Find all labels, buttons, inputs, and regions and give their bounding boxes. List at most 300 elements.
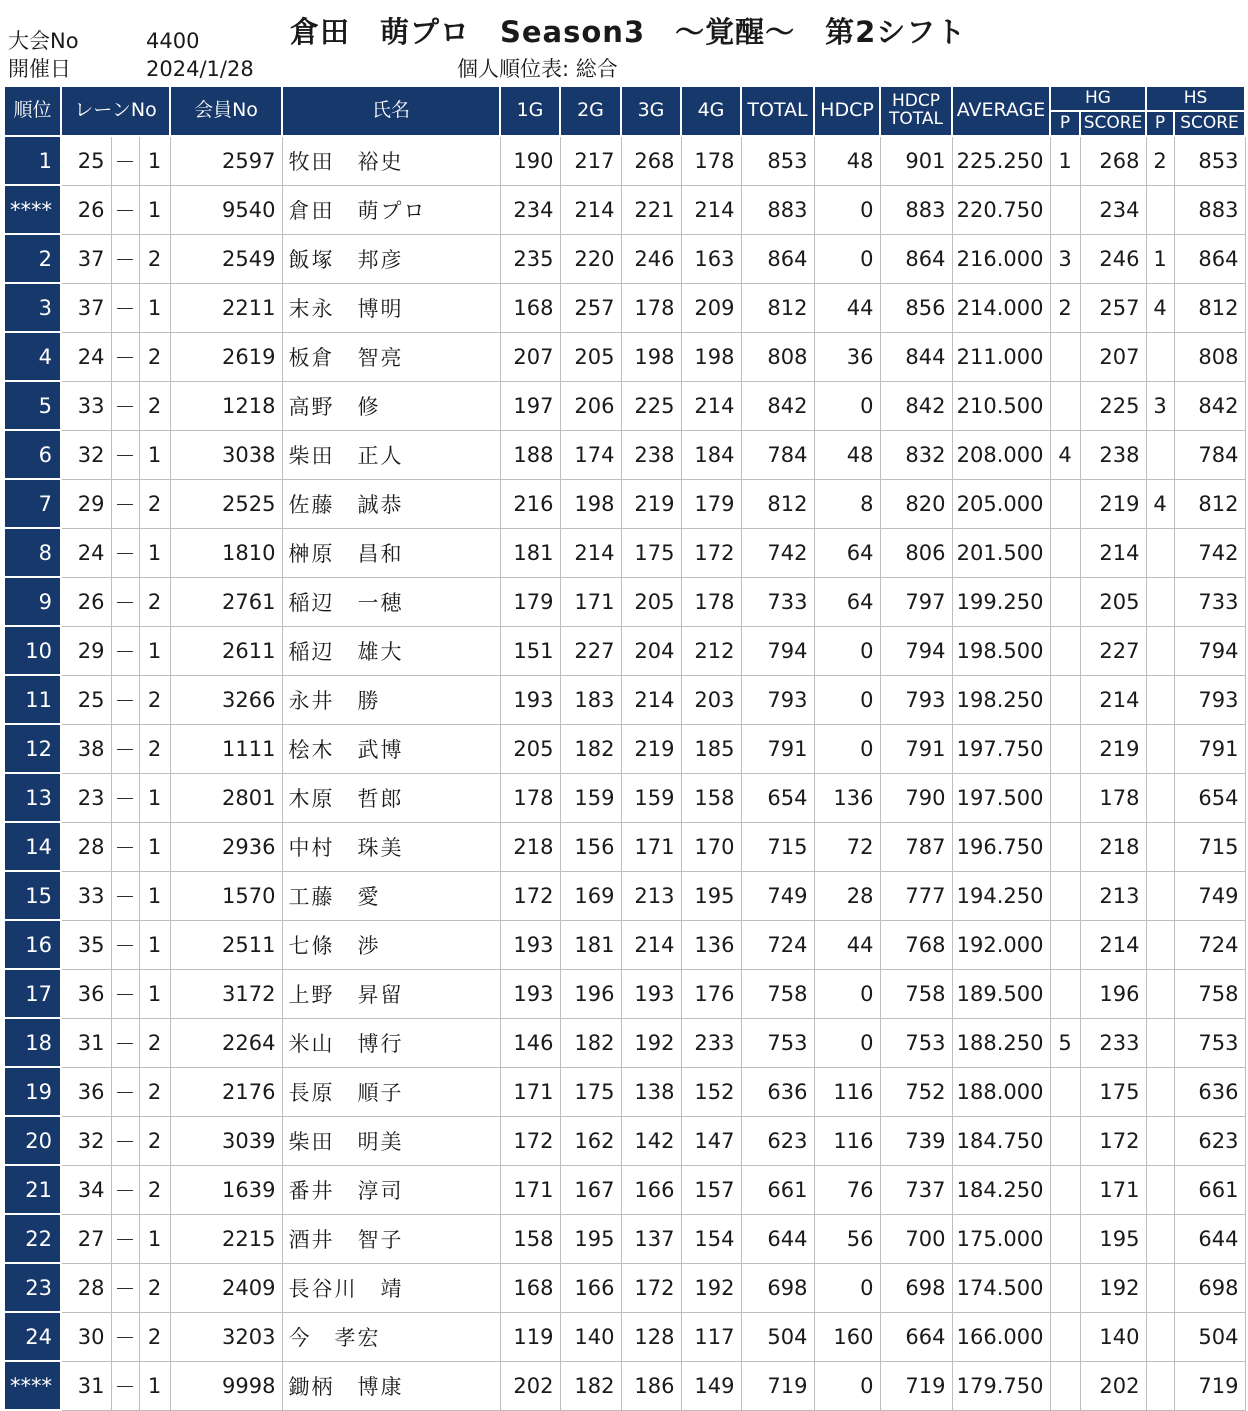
lane-separator: － xyxy=(111,1312,139,1361)
hs-place-cell xyxy=(1146,185,1174,234)
game4-cell: 172 xyxy=(681,528,741,577)
player-name-cell: 高野 修 xyxy=(282,381,500,430)
lane-separator: － xyxy=(111,1214,139,1263)
hs-place-cell: 4 xyxy=(1146,283,1174,332)
table-row xyxy=(4,1361,1245,1410)
lane-side-cell: 1 xyxy=(139,528,170,577)
lane-side-cell: 2 xyxy=(139,577,170,626)
member-no-cell: 2511 xyxy=(170,920,282,969)
player-name-cell: 稲辺 一穂 xyxy=(282,577,500,626)
col-hg-score: SCORE xyxy=(1080,111,1146,136)
table-header xyxy=(4,86,1245,136)
rank-cell: 20 xyxy=(4,1116,61,1165)
lane-cell: 31 xyxy=(61,1361,111,1410)
hdcp-total-cell: 739 xyxy=(880,1116,952,1165)
game1-cell: 193 xyxy=(500,969,560,1018)
lane-cell: 34 xyxy=(61,1165,111,1214)
game3-cell: 171 xyxy=(621,822,681,871)
hg-place-cell: 1 xyxy=(1050,136,1080,185)
hg-place-cell xyxy=(1050,1312,1080,1361)
game4-cell: 203 xyxy=(681,675,741,724)
game1-cell: 172 xyxy=(500,1116,560,1165)
hdcp-total-cell: 820 xyxy=(880,479,952,528)
lane-side-cell: 1 xyxy=(139,136,170,185)
game2-cell: 198 xyxy=(560,479,621,528)
player-name-cell: 稲辺 雄大 xyxy=(282,626,500,675)
lane-side-cell: 2 xyxy=(139,1018,170,1067)
game3-cell: 198 xyxy=(621,332,681,381)
lane-side-cell: 1 xyxy=(139,871,170,920)
col-g1: 1G xyxy=(500,86,560,136)
lane-cell: 25 xyxy=(61,675,111,724)
lane-separator: － xyxy=(111,1263,139,1312)
hs-score-cell: 758 xyxy=(1174,969,1245,1018)
hs-place-cell xyxy=(1146,332,1174,381)
lane-cell: 31 xyxy=(61,1018,111,1067)
lane-separator: － xyxy=(111,1067,139,1116)
game4-cell: 198 xyxy=(681,332,741,381)
table-row xyxy=(4,871,1245,920)
game4-cell: 214 xyxy=(681,381,741,430)
game3-cell: 238 xyxy=(621,430,681,479)
player-name-cell: 酒井 智子 xyxy=(282,1214,500,1263)
game2-cell: 167 xyxy=(560,1165,621,1214)
game1-cell: 188 xyxy=(500,430,560,479)
hdcp-cell: 0 xyxy=(814,969,880,1018)
col-hdcp-total xyxy=(880,86,952,136)
col-lane: レーンNo xyxy=(61,86,170,136)
game2-cell: 183 xyxy=(560,675,621,724)
game4-cell: 178 xyxy=(681,136,741,185)
player-name-cell: 今 孝宏 xyxy=(282,1312,500,1361)
hdcp-total-cell: 844 xyxy=(880,332,952,381)
member-no-cell: 2936 xyxy=(170,822,282,871)
lane-side-cell: 1 xyxy=(139,822,170,871)
hdcp-total-cell: 806 xyxy=(880,528,952,577)
hs-score-cell: 791 xyxy=(1174,724,1245,773)
member-no-cell: 2264 xyxy=(170,1018,282,1067)
table-row xyxy=(4,773,1245,822)
rank-cell: 3 xyxy=(4,283,61,332)
game2-cell: 227 xyxy=(560,626,621,675)
game3-cell: 205 xyxy=(621,577,681,626)
lane-cell: 26 xyxy=(61,577,111,626)
hdcp-total-cell: 777 xyxy=(880,871,952,920)
lane-side-cell: 2 xyxy=(139,1263,170,1312)
hs-place-cell xyxy=(1146,773,1174,822)
hdcp-cell: 36 xyxy=(814,332,880,381)
average-cell: 184.750 xyxy=(952,1116,1050,1165)
rank-cell: 13 xyxy=(4,773,61,822)
hdcp-cell: 28 xyxy=(814,871,880,920)
hg-score-cell: 219 xyxy=(1080,724,1146,773)
average-cell: 196.750 xyxy=(952,822,1050,871)
hs-score-cell: 883 xyxy=(1174,185,1245,234)
hs-place-cell xyxy=(1146,822,1174,871)
table-row xyxy=(4,1165,1245,1214)
game2-cell: 182 xyxy=(560,724,621,773)
average-cell: 188.250 xyxy=(952,1018,1050,1067)
average-cell: 188.000 xyxy=(952,1067,1050,1116)
game2-cell: 175 xyxy=(560,1067,621,1116)
hg-score-cell: 227 xyxy=(1080,626,1146,675)
tournament-no-label: 大会No xyxy=(8,29,79,53)
rank-cell: 21 xyxy=(4,1165,61,1214)
hs-score-cell: 812 xyxy=(1174,479,1245,528)
hs-place-cell: 3 xyxy=(1146,381,1174,430)
game1-cell: 190 xyxy=(500,136,560,185)
lane-side-cell: 1 xyxy=(139,773,170,822)
lane-separator: － xyxy=(111,528,139,577)
lane-separator: － xyxy=(111,675,139,724)
hg-place-cell xyxy=(1050,1361,1080,1410)
member-no-cell: 3038 xyxy=(170,430,282,479)
lane-side-cell: 1 xyxy=(139,969,170,1018)
hs-score-cell: 719 xyxy=(1174,1361,1245,1410)
game1-cell: 235 xyxy=(500,234,560,283)
average-cell: 175.000 xyxy=(952,1214,1050,1263)
game2-cell: 196 xyxy=(560,969,621,1018)
col-hdcp-total-line2: TOTAL xyxy=(889,109,943,129)
average-cell: 198.500 xyxy=(952,626,1050,675)
hg-place-cell xyxy=(1050,969,1080,1018)
hg-place-cell xyxy=(1050,381,1080,430)
lane-separator: － xyxy=(111,234,139,283)
hdcp-cell: 0 xyxy=(814,381,880,430)
hdcp-total-cell: 832 xyxy=(880,430,952,479)
total-cell: 883 xyxy=(741,185,814,234)
lane-separator: － xyxy=(111,626,139,675)
lane-cell: 32 xyxy=(61,1116,111,1165)
player-name-cell: 永井 勝 xyxy=(282,675,500,724)
hg-place-cell xyxy=(1050,822,1080,871)
game1-cell: 179 xyxy=(500,577,560,626)
rank-cell: 14 xyxy=(4,822,61,871)
hdcp-cell: 136 xyxy=(814,773,880,822)
table-row xyxy=(4,430,1245,479)
table-row xyxy=(4,822,1245,871)
lane-side-cell: 1 xyxy=(139,1214,170,1263)
average-cell: 174.500 xyxy=(952,1263,1050,1312)
hs-score-cell: 661 xyxy=(1174,1165,1245,1214)
game2-cell: 140 xyxy=(560,1312,621,1361)
member-no-cell: 2211 xyxy=(170,283,282,332)
lane-side-cell: 2 xyxy=(139,234,170,283)
hg-score-cell: 205 xyxy=(1080,577,1146,626)
hg-place-cell xyxy=(1050,185,1080,234)
game2-cell: 195 xyxy=(560,1214,621,1263)
hdcp-cell: 64 xyxy=(814,577,880,626)
rank-cell: 9 xyxy=(4,577,61,626)
game4-cell: 178 xyxy=(681,577,741,626)
total-cell: 791 xyxy=(741,724,814,773)
table-row xyxy=(4,577,1245,626)
col-hs: HS xyxy=(1146,86,1245,111)
lane-separator: － xyxy=(111,332,139,381)
col-hg-p: P xyxy=(1050,111,1080,136)
game2-cell: 166 xyxy=(560,1263,621,1312)
game2-cell: 159 xyxy=(560,773,621,822)
game1-cell: 216 xyxy=(500,479,560,528)
lane-separator: － xyxy=(111,283,139,332)
hdcp-total-cell: 901 xyxy=(880,136,952,185)
game4-cell: 209 xyxy=(681,283,741,332)
hdcp-total-cell: 790 xyxy=(880,773,952,822)
hg-score-cell: 195 xyxy=(1080,1214,1146,1263)
member-no-cell: 3203 xyxy=(170,1312,282,1361)
hs-score-cell: 842 xyxy=(1174,381,1245,430)
rank-cell: 6 xyxy=(4,430,61,479)
game3-cell: 192 xyxy=(621,1018,681,1067)
member-no-cell: 9998 xyxy=(170,1361,282,1410)
lane-cell: 36 xyxy=(61,969,111,1018)
player-name-cell: 七條 渉 xyxy=(282,920,500,969)
lane-side-cell: 2 xyxy=(139,1312,170,1361)
ranking-table xyxy=(3,85,1246,1411)
total-cell: 644 xyxy=(741,1214,814,1263)
table-row xyxy=(4,969,1245,1018)
total-cell: 794 xyxy=(741,626,814,675)
hg-score-cell: 225 xyxy=(1080,381,1146,430)
page-title: 倉田 萌プロ Season3 ～覚醒～ 第2シフト xyxy=(290,15,967,49)
total-cell: 758 xyxy=(741,969,814,1018)
member-no-cell: 9540 xyxy=(170,185,282,234)
game3-cell: 193 xyxy=(621,969,681,1018)
game4-cell: 176 xyxy=(681,969,741,1018)
hdcp-cell: 48 xyxy=(814,136,880,185)
table-row xyxy=(4,1263,1245,1312)
hdcp-cell: 44 xyxy=(814,920,880,969)
lane-separator: － xyxy=(111,381,139,430)
average-cell: 192.000 xyxy=(952,920,1050,969)
lane-side-cell: 1 xyxy=(139,626,170,675)
member-no-cell: 2215 xyxy=(170,1214,282,1263)
member-no-cell: 2176 xyxy=(170,1067,282,1116)
game1-cell: 202 xyxy=(500,1361,560,1410)
hdcp-cell: 48 xyxy=(814,430,880,479)
game4-cell: 192 xyxy=(681,1263,741,1312)
total-cell: 842 xyxy=(741,381,814,430)
hg-score-cell: 233 xyxy=(1080,1018,1146,1067)
game1-cell: 205 xyxy=(500,724,560,773)
col-hdcp: HDCP xyxy=(814,86,880,136)
game3-cell: 142 xyxy=(621,1116,681,1165)
game3-cell: 219 xyxy=(621,479,681,528)
rank-cell: 5 xyxy=(4,381,61,430)
hg-place-cell xyxy=(1050,773,1080,822)
lane-side-cell: 2 xyxy=(139,1116,170,1165)
hs-place-cell xyxy=(1146,626,1174,675)
table-row xyxy=(4,332,1245,381)
lane-side-cell: 2 xyxy=(139,1165,170,1214)
lane-cell: 29 xyxy=(61,626,111,675)
hs-place-cell: 2 xyxy=(1146,136,1174,185)
hg-place-cell xyxy=(1050,1067,1080,1116)
hs-score-cell: 733 xyxy=(1174,577,1245,626)
hs-score-cell: 753 xyxy=(1174,1018,1245,1067)
hg-score-cell: 140 xyxy=(1080,1312,1146,1361)
hs-place-cell xyxy=(1146,430,1174,479)
hdcp-total-cell: 758 xyxy=(880,969,952,1018)
player-name-cell: 板倉 智亮 xyxy=(282,332,500,381)
table-row xyxy=(4,1018,1245,1067)
game3-cell: 128 xyxy=(621,1312,681,1361)
member-no-cell: 3039 xyxy=(170,1116,282,1165)
lane-cell: 33 xyxy=(61,871,111,920)
hdcp-cell: 0 xyxy=(814,1263,880,1312)
average-cell: 166.000 xyxy=(952,1312,1050,1361)
game4-cell: 170 xyxy=(681,822,741,871)
hdcp-total-cell: 883 xyxy=(880,185,952,234)
hdcp-total-cell: 787 xyxy=(880,822,952,871)
hdcp-total-cell: 793 xyxy=(880,675,952,724)
table-row xyxy=(4,920,1245,969)
hs-score-cell: 853 xyxy=(1174,136,1245,185)
lane-side-cell: 2 xyxy=(139,1067,170,1116)
average-cell: 211.000 xyxy=(952,332,1050,381)
rank-cell: 22 xyxy=(4,1214,61,1263)
game1-cell: 171 xyxy=(500,1165,560,1214)
game4-cell: 212 xyxy=(681,626,741,675)
rank-cell: 7 xyxy=(4,479,61,528)
lane-cell: 30 xyxy=(61,1312,111,1361)
player-name-cell: 工藤 愛 xyxy=(282,871,500,920)
player-name-cell: 佐藤 誠恭 xyxy=(282,479,500,528)
member-no-cell: 2525 xyxy=(170,479,282,528)
game3-cell: 213 xyxy=(621,871,681,920)
total-cell: 812 xyxy=(741,283,814,332)
hs-place-cell xyxy=(1146,675,1174,724)
hs-score-cell: 644 xyxy=(1174,1214,1245,1263)
game3-cell: 219 xyxy=(621,724,681,773)
member-no-cell: 2549 xyxy=(170,234,282,283)
hg-place-cell xyxy=(1050,724,1080,773)
hdcp-total-cell: 698 xyxy=(880,1263,952,1312)
table-row xyxy=(4,479,1245,528)
rank-cell: 12 xyxy=(4,724,61,773)
member-no-cell: 2761 xyxy=(170,577,282,626)
rank-cell: 23 xyxy=(4,1263,61,1312)
member-no-cell: 2611 xyxy=(170,626,282,675)
game4-cell: 184 xyxy=(681,430,741,479)
hs-score-cell: 715 xyxy=(1174,822,1245,871)
lane-cell: 24 xyxy=(61,528,111,577)
col-hs-p: P xyxy=(1146,111,1174,136)
hs-score-cell: 742 xyxy=(1174,528,1245,577)
player-name-cell: 長原 順子 xyxy=(282,1067,500,1116)
player-name-cell: 番井 淳司 xyxy=(282,1165,500,1214)
rank-cell: 15 xyxy=(4,871,61,920)
table-row xyxy=(4,724,1245,773)
game2-cell: 171 xyxy=(560,577,621,626)
total-cell: 724 xyxy=(741,920,814,969)
game3-cell: 159 xyxy=(621,773,681,822)
table-row xyxy=(4,528,1245,577)
hs-place-cell xyxy=(1146,577,1174,626)
hg-score-cell: 171 xyxy=(1080,1165,1146,1214)
player-name-cell: 中村 珠美 xyxy=(282,822,500,871)
hs-score-cell: 864 xyxy=(1174,234,1245,283)
game1-cell: 218 xyxy=(500,822,560,871)
hg-score-cell: 257 xyxy=(1080,283,1146,332)
hdcp-total-cell: 864 xyxy=(880,234,952,283)
tournament-no: 4400 xyxy=(146,29,200,53)
rank-cell: 19 xyxy=(4,1067,61,1116)
game1-cell: 158 xyxy=(500,1214,560,1263)
lane-cell: 27 xyxy=(61,1214,111,1263)
hg-score-cell: 213 xyxy=(1080,871,1146,920)
hdcp-cell: 116 xyxy=(814,1116,880,1165)
game2-cell: 169 xyxy=(560,871,621,920)
member-no-cell: 3172 xyxy=(170,969,282,1018)
hs-place-cell xyxy=(1146,724,1174,773)
member-no-cell: 1639 xyxy=(170,1165,282,1214)
col-g4: 4G xyxy=(681,86,741,136)
rank-cell: 11 xyxy=(4,675,61,724)
hdcp-cell: 160 xyxy=(814,1312,880,1361)
member-no-cell: 1111 xyxy=(170,724,282,773)
member-no-cell: 3266 xyxy=(170,675,282,724)
game4-cell: 214 xyxy=(681,185,741,234)
table-row xyxy=(4,185,1245,234)
hdcp-cell: 0 xyxy=(814,675,880,724)
table-row xyxy=(4,1116,1245,1165)
hg-place-cell xyxy=(1050,626,1080,675)
date-label: 開催日 xyxy=(8,57,71,81)
table-row xyxy=(4,234,1245,283)
hdcp-total-cell: 856 xyxy=(880,283,952,332)
col-g2: 2G xyxy=(560,86,621,136)
game1-cell: 146 xyxy=(500,1018,560,1067)
total-cell: 812 xyxy=(741,479,814,528)
game1-cell: 178 xyxy=(500,773,560,822)
lane-separator: － xyxy=(111,577,139,626)
hs-score-cell: 808 xyxy=(1174,332,1245,381)
hs-score-cell: 812 xyxy=(1174,283,1245,332)
lane-separator: － xyxy=(111,479,139,528)
hg-score-cell: 178 xyxy=(1080,773,1146,822)
hs-score-cell: 504 xyxy=(1174,1312,1245,1361)
game1-cell: 207 xyxy=(500,332,560,381)
lane-cell: 35 xyxy=(61,920,111,969)
game3-cell: 214 xyxy=(621,675,681,724)
game4-cell: 233 xyxy=(681,1018,741,1067)
average-cell: 220.750 xyxy=(952,185,1050,234)
page-subtitle: 個人順位表: 総合 xyxy=(457,57,618,81)
player-name-cell: 柴田 明美 xyxy=(282,1116,500,1165)
game4-cell: 117 xyxy=(681,1312,741,1361)
hg-score-cell: 196 xyxy=(1080,969,1146,1018)
table-row xyxy=(4,283,1245,332)
rank-cell: 24 xyxy=(4,1312,61,1361)
hdcp-total-cell: 791 xyxy=(880,724,952,773)
hg-place-cell xyxy=(1050,675,1080,724)
hs-place-cell xyxy=(1146,1312,1174,1361)
lane-side-cell: 1 xyxy=(139,185,170,234)
game4-cell: 179 xyxy=(681,479,741,528)
lane-cell: 38 xyxy=(61,724,111,773)
hg-score-cell: 219 xyxy=(1080,479,1146,528)
game3-cell: 137 xyxy=(621,1214,681,1263)
player-name-cell: 木原 哲郎 xyxy=(282,773,500,822)
col-total: TOTAL xyxy=(741,86,814,136)
lane-cell: 28 xyxy=(61,822,111,871)
lane-cell: 32 xyxy=(61,430,111,479)
average-cell: 225.250 xyxy=(952,136,1050,185)
lane-cell: 33 xyxy=(61,381,111,430)
game2-cell: 214 xyxy=(560,528,621,577)
rank-cell: 1 xyxy=(4,136,61,185)
